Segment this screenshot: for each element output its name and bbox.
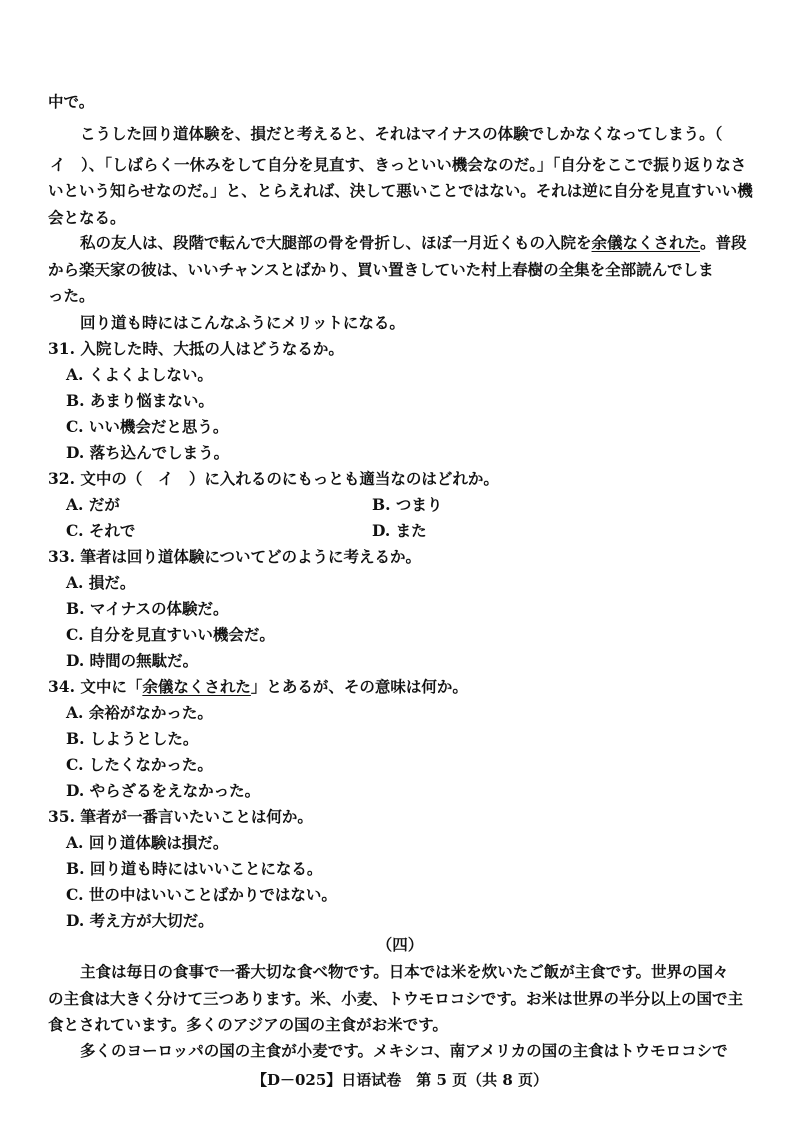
q35-option-d: D. 考え方が大切だ。 <box>66 911 214 930</box>
q33-option-b: B. マイナスの体験だ。 <box>66 599 229 618</box>
underlined-phrase: 余儀なくされた <box>142 677 251 696</box>
q31-option-c: C. いい機会だと思う。 <box>66 417 229 436</box>
q35-option-c: C. 世の中はいいことばかりではない。 <box>66 885 337 904</box>
passage-line: 食とされています。多くのアジアの国の主食がお米です。 <box>48 1015 448 1034</box>
passage-line: 中で。 <box>48 92 95 111</box>
q33-option-a: A. 損だ。 <box>66 573 136 592</box>
q32-option-d: D. また <box>372 521 427 540</box>
q35-option-a: A. 回り道体験は損だ。 <box>66 833 229 852</box>
q34-option-d: D. やらざるをえなかった。 <box>66 781 261 800</box>
passage-line: 回り道も時にはこんなふうにメリットになる。 <box>80 313 405 332</box>
q31-option-a: A. くよくよしない。 <box>66 365 213 384</box>
passage-line: こうした回り道体験を、損だと考えると、それはマイナスの体験でしかなくなってしまう。（ <box>80 124 723 143</box>
passage-line: イ ）、「しばらく一休みをして自分を見直す、きっといい機会なのだ。」「自分をここで振り返りなさ <box>50 155 747 174</box>
q31-option-d: D. 落ち込んでしまう。 <box>66 443 230 462</box>
question-31-stem: 31. 入院した時、大抵の人はどうなるか。 <box>48 339 344 358</box>
q32-option-b: B. つまり <box>372 495 443 514</box>
question-32-stem: 32. 文中の（ イ ）に入れるのにもっとも適当なのはどれか。 <box>48 469 499 488</box>
page-footer: 【D－025】日语试卷 第 5 页（共 8 页） <box>251 1071 549 1089</box>
question-35-stem: 35. 筆者が一番言いたいことは何か。 <box>48 807 313 826</box>
passage-line <box>80 233 747 253</box>
q33-option-d: D. 時間の無駄だ。 <box>66 651 199 670</box>
q34-option-b: B. しようとした。 <box>66 729 199 748</box>
passage-text: 私の友人は、段階で転んで大腿部の骨を骨折し、ほぼ一月近くもの入院を <box>80 233 592 252</box>
q34-option-c: C. したくなかった。 <box>66 755 213 774</box>
passage-text: 。普段 <box>700 233 747 252</box>
passage-line: の主食は大きく分けて三つあります。米、小麦、トウモロコシです。お米は世界の半分以上の国で主 <box>48 989 744 1008</box>
passage-line: 会となる。 <box>48 208 126 227</box>
q31-option-b: B. あまり悩まない。 <box>66 391 214 410</box>
q34-option-a: A. 余裕がなかった。 <box>66 703 213 722</box>
q32-option-c: C. それで <box>66 521 136 540</box>
question-33-stem: 33. 筆者は回り道体験についてどのように考えるか。 <box>48 547 422 566</box>
section-heading: （四） <box>376 935 424 954</box>
stem-text: 34. 文中に「 <box>48 677 143 696</box>
question-34-stem <box>48 677 468 697</box>
passage-line: った。 <box>48 286 95 305</box>
q32-option-a: A. だが <box>66 495 120 514</box>
passage-line: 多くのヨーロッパの国の主食が小麦です。メキシコ、南アメリカの国の主食はトウモロコシで <box>80 1041 728 1060</box>
passage-line: 主食は毎日の食事で一番大切な食べ物です。日本では米を炊いたご飯が主食です。世界の国々 <box>80 962 729 981</box>
q33-option-c: C. 自分を見直すいい機会だ。 <box>66 625 275 644</box>
underlined-phrase: 余儀なくされた <box>591 233 701 252</box>
stem-text: 」とあるが、その意味は何か。 <box>250 677 468 696</box>
q35-option-b: B. 回り道も時にはいいことになる。 <box>66 859 323 878</box>
passage-line: いという知らせなのだ。」と、とらえれば、決して悪いことではない。それは逆に自分を見直すいい機 <box>48 181 753 200</box>
passage-line: から楽天家の彼は、いいチャンスとばかり、買い置きしていた村上春樹の全集を全部読んでしま <box>48 260 714 279</box>
